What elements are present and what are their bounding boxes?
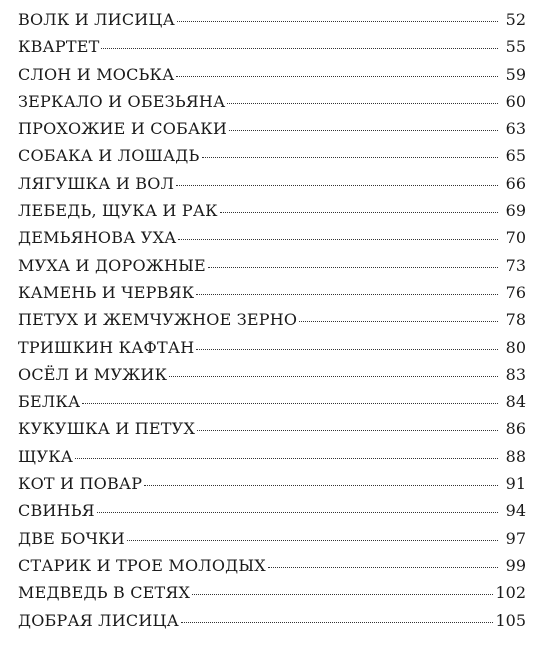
toc-entry-title: ЩУКА (18, 446, 74, 466)
toc-leader-dots (192, 593, 493, 595)
toc-entry-title: КВАРТЕТ (18, 37, 100, 57)
toc-entry-title: ВОЛК И ЛИСИЦА (18, 10, 175, 29)
toc-entry-page: 65 (505, 146, 526, 166)
toc-entry-page: 88 (505, 446, 526, 466)
toc-entry-page: 60 (505, 91, 526, 111)
toc-leader-dots (177, 20, 498, 22)
toc-entry (18, 607, 526, 634)
toc-entry-title: МЕДВЕДЬ В СЕТЯХ (18, 583, 191, 603)
toc-entry-page: 84 (505, 392, 526, 412)
toc-entry (18, 552, 526, 579)
toc-leader-dots (97, 511, 498, 513)
toc-entry (18, 361, 526, 388)
toc-entry-page: 63 (505, 119, 526, 139)
toc-leader-dots (176, 75, 498, 77)
toc-leader-dots (299, 320, 498, 322)
toc-entry-page: 86 (505, 419, 526, 439)
toc-entry (18, 6, 526, 33)
toc-entry-page: 102 (495, 583, 526, 603)
toc-leader-dots (75, 457, 498, 459)
toc-entry (18, 497, 526, 524)
toc-entry-page: 80 (505, 337, 526, 357)
toc-entry-title: ОСЁЛ И МУЖИК (18, 364, 168, 384)
toc-entry-page: 66 (505, 173, 526, 193)
toc-entry-page: 91 (505, 474, 526, 494)
toc-entry (18, 197, 526, 224)
toc-entry (18, 170, 526, 197)
toc-leader-dots (169, 375, 498, 377)
toc-entry (18, 115, 526, 142)
toc-entry (18, 61, 526, 88)
toc-entry-title: БЕЛКА (18, 392, 81, 412)
toc-leader-dots (178, 238, 498, 240)
toc-entry (18, 470, 526, 497)
toc-entry-title: ЛЯГУШКА И ВОЛ (18, 173, 175, 193)
toc-leader-dots (144, 484, 498, 486)
toc-entry (18, 279, 526, 306)
toc-entry-page: 73 (505, 255, 526, 275)
toc-entry-page: 69 (505, 201, 526, 221)
toc-entry (18, 224, 526, 251)
toc-entry-title: КОТ И ПОВАР (18, 474, 143, 494)
toc-entry-title: ТРИШКИН КАФТАН (18, 337, 195, 357)
toc-entry (18, 142, 526, 169)
toc-leader-dots (197, 429, 498, 431)
toc-leader-dots (181, 621, 494, 623)
toc-entry-page: 94 (505, 501, 526, 521)
toc-leader-dots (208, 266, 498, 268)
toc-entry-title: СВИНЬЯ (18, 501, 95, 521)
toc-entry-title: СТАРИК И ТРОЕ МОЛОДЫХ (18, 555, 266, 575)
toc-entry-page: 76 (505, 282, 526, 302)
toc-entry-page: 83 (505, 364, 526, 384)
toc-entry (18, 525, 526, 552)
toc-entry-title: ДОБРАЯ ЛИСИЦА (18, 610, 179, 630)
toc-entry (18, 388, 526, 415)
toc-entry-page: 52 (505, 10, 526, 29)
toc-leader-dots (196, 348, 498, 350)
toc-leader-dots (220, 211, 498, 213)
toc-leader-dots (202, 156, 499, 158)
toc-entry-title: ЛЕБЕДЬ, ЩУКА И РАК (18, 201, 218, 221)
toc-leader-dots (227, 102, 498, 104)
toc-entry (18, 579, 526, 606)
toc-entry-page: 99 (505, 555, 526, 575)
toc-entry (18, 33, 526, 60)
toc-entry (18, 306, 526, 333)
toc-entry-title: КАМЕНЬ И ЧЕРВЯК (18, 282, 195, 302)
toc-entry-title: ПРОХОЖИЕ И СОБАКИ (18, 119, 228, 139)
toc-leader-dots (229, 129, 498, 131)
toc-entry (18, 252, 526, 279)
toc-entry-title: СОБАКА И ЛОШАДЬ (18, 146, 200, 166)
toc-leader-dots (196, 293, 498, 295)
toc-entry-title: ПЕТУХ И ЖЕМЧУЖНОЕ ЗЕРНО (18, 310, 298, 330)
table-of-contents (18, 6, 526, 634)
toc-entry-page: 59 (505, 64, 526, 84)
toc-leader-dots (127, 539, 498, 541)
toc-entry-page: 78 (505, 310, 526, 330)
toc-entry (18, 88, 526, 115)
toc-leader-dots (101, 47, 498, 49)
toc-entry-page: 70 (505, 228, 526, 248)
toc-entry-title: ЗЕРКАЛО И ОБЕЗЬЯНА (18, 91, 226, 111)
toc-entry (18, 415, 526, 442)
toc-entry-page: 97 (505, 528, 526, 548)
toc-entry-title: МУХА И ДОРОЖНЫЕ (18, 255, 206, 275)
toc-leader-dots (268, 566, 498, 568)
toc-entry-page: 105 (495, 610, 526, 630)
toc-entry (18, 443, 526, 470)
toc-leader-dots (82, 402, 498, 404)
toc-entry-title: КУКУШКА И ПЕТУХ (18, 419, 196, 439)
toc-leader-dots (176, 184, 498, 186)
toc-entry-title: СЛОН И МОСЬКА (18, 64, 175, 84)
toc-entry-page: 55 (505, 37, 526, 57)
toc-entry-title: ДЕМЬЯНОВА УХА (18, 228, 177, 248)
toc-entry (18, 334, 526, 361)
toc-entry-title: ДВЕ БОЧКИ (18, 528, 125, 548)
